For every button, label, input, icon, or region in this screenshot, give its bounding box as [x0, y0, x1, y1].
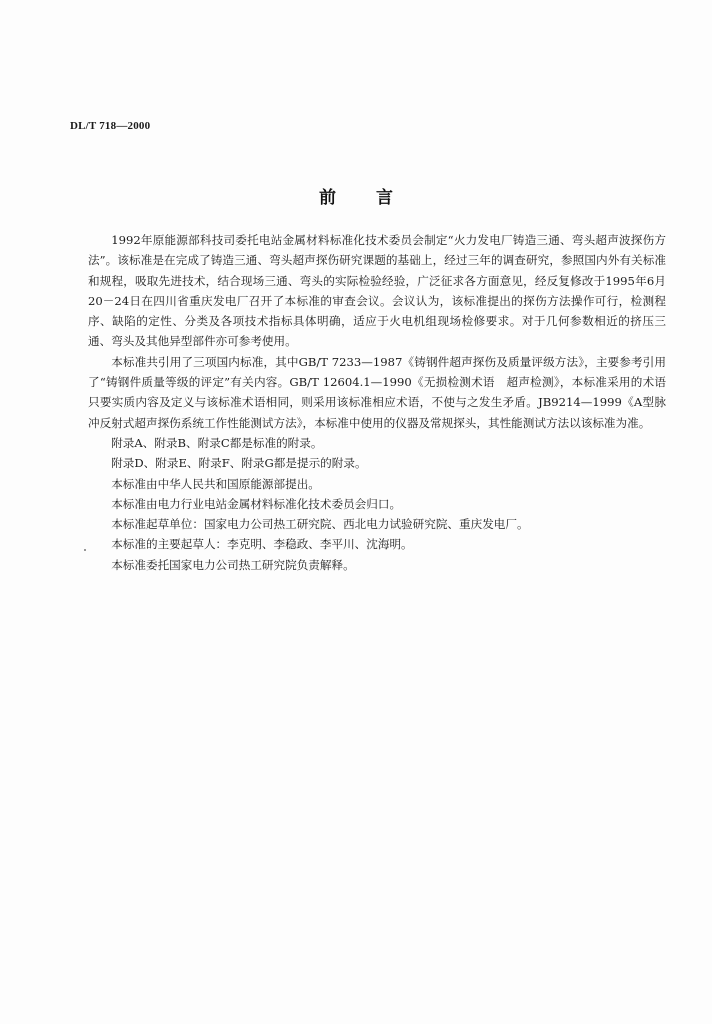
paragraph-references: 本标准共引用了三项国内标准，其中GB/T 7233—1987《铸钢件超声探伤及质量评级方法》，主要参考引用了“铸钢件质量等级的评定”有关内容。GB/T 12604.1—1990《无损检测术语 超声检测》，本标准采用的术语只要实质内容及定义与该标准术语相同，则采用该标准相应术语，不使与之发生矛盾。JB9214—1999《A型脉冲反射式超声探伤系统工作性能测试方法》，本标准中使用的仪器及常规探头，其性能测试方法以该标准为准。 — [88, 354, 666, 430]
scan-speck — [84, 549, 86, 551]
paragraph-drafting-units: 本标准起草单位：国家电力公司热工研究院、西北电力试验研究院、重庆发电厂。 — [111, 517, 529, 532]
paragraph-drafters: 本标准的主要起草人：李克明、李稳政、李平川、沈海明。 — [111, 537, 413, 552]
paragraph-background: 1992年原能源部科技司委托电站金属材料标准化技术委员会制定“火力发电厂铸造三通、弯头超声波探伤方法”。该标准是在完成了铸造三通、弯头超声探伤研究课题的基础上，经过三年的调查研究，参照国内外有关标准和规程，吸取先进技术，结合现场三通、弯头的实际检验经验，广泛征求各方面意见，经反复修改于1995年6月20－24日在四川省重庆发电厂召开了本标准的审查会议。会议认为，该标准提出的探伤方法操作可行，检测程序、缺陷的定性、分类及各项技术指标具体明确，适应于火电机组现场检修要求。对于几何参数相近的挤压三通、弯头及其他异型部件亦可参考使用。 — [88, 233, 666, 349]
page-title: 前言 — [319, 188, 433, 208]
paragraph-appendix-normative: 附录A、附录B、附录C都是标准的附录。 — [111, 435, 323, 450]
paragraph-appendix-informative: 附录D、附录E、附录F、附录G都是提示的附录。 — [111, 456, 367, 471]
paragraph-proposer: 本标准由中华人民共和国原能源部提出。 — [111, 476, 320, 491]
paragraph-interpretation: 本标准委托国家电力公司热工研究院负责解释。 — [111, 557, 355, 572]
standard-code: DL/T 718—2000 — [70, 120, 151, 132]
paragraph-administrator: 本标准由电力行业电站金属材料标准化技术委员会归口。 — [111, 496, 402, 511]
document-body — [88, 230, 666, 575]
